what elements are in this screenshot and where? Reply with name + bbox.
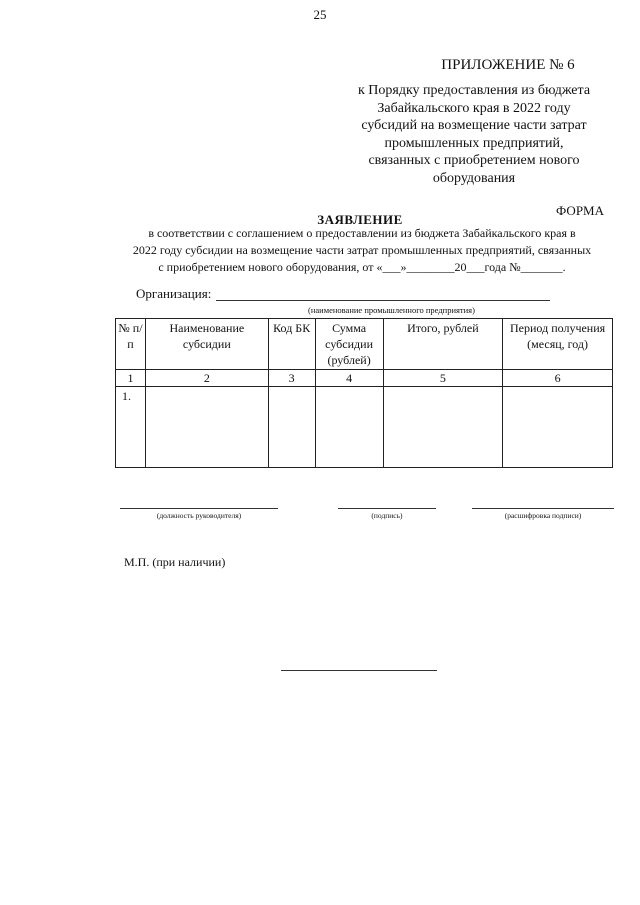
table-column-number: 4 [315,370,383,387]
table-column-number: 3 [268,370,315,387]
position-signature-line[interactable] [120,508,278,509]
document-title: ЗАЯВЛЕНИЕ [317,212,403,227]
appendix-subtitle-line: к Порядку предоставления из бюджета [357,83,591,98]
bottom-blank-line [281,670,437,671]
signature-caption: (подпись) [371,511,403,520]
appendix-title: ПРИЛОЖЕНИЕ № 6 [441,57,575,73]
page-number: 25 [313,7,327,22]
table-column-number-row [116,370,613,387]
form-label: ФОРМА [556,203,604,218]
document-body-line: 2022 году субсидии на возмещение части затрат промышленных предприятий, связанных [132,243,592,257]
signature-line[interactable] [338,508,436,509]
table-header-cell: Период получения (месяц, год) [503,319,613,370]
appendix-subtitle-line: промышленных предприятий, [384,135,564,151]
appendix-subtitle-line: Забайкальского края в 2022 году [377,100,571,116]
table-cell[interactable] [315,387,383,468]
document-body-line: в соответствии с соглашением о предоставлении из бюджета Забайкальского края в [148,226,576,240]
table-column-number: 1 [116,370,146,387]
appendix-subtitle-line: субсидий на возмещение части затрат [361,118,587,133]
table-column-number: 5 [383,370,503,387]
position-caption: (должность руководителя) [156,511,242,520]
appendix-subtitle [340,82,608,187]
table-cell[interactable] [503,387,613,468]
organization-caption: (наименование промышленного предприятия) [308,305,475,315]
signature-transcript-line[interactable] [472,508,614,509]
table-cell[interactable] [268,387,315,468]
subsidy-table [115,318,613,468]
table-header-cell: Наименование субсидии [145,319,268,370]
table-cell[interactable] [145,387,268,468]
table-header-cell: № п/п [116,319,146,370]
seal-note: М.П. (при наличии) [124,555,226,569]
table-header-cell: Итого, рублей [383,319,503,370]
table-header-row [116,319,613,370]
signature-transcript-caption: (расшифровка подписи) [504,511,582,520]
document-body-line: с приобретением нового оборудования, от «___»________20___года №_______. [158,260,566,274]
organization-label: Организация: [136,286,212,301]
table-column-number: 2 [145,370,268,387]
table-row [116,387,613,468]
table-column-number: 6 [503,370,613,387]
table-cell[interactable] [383,387,503,468]
table-cell: 1. [116,387,146,468]
organization-input-line[interactable] [216,300,550,301]
appendix-subtitle-line: связанных с приобретением нового [368,153,580,168]
table-header-cell: Сумма субсидии (рублей) [315,319,383,370]
appendix-subtitle-line: оборудования [432,170,516,186]
document-body [106,225,618,276]
table-header-cell: Код БК [268,319,315,370]
